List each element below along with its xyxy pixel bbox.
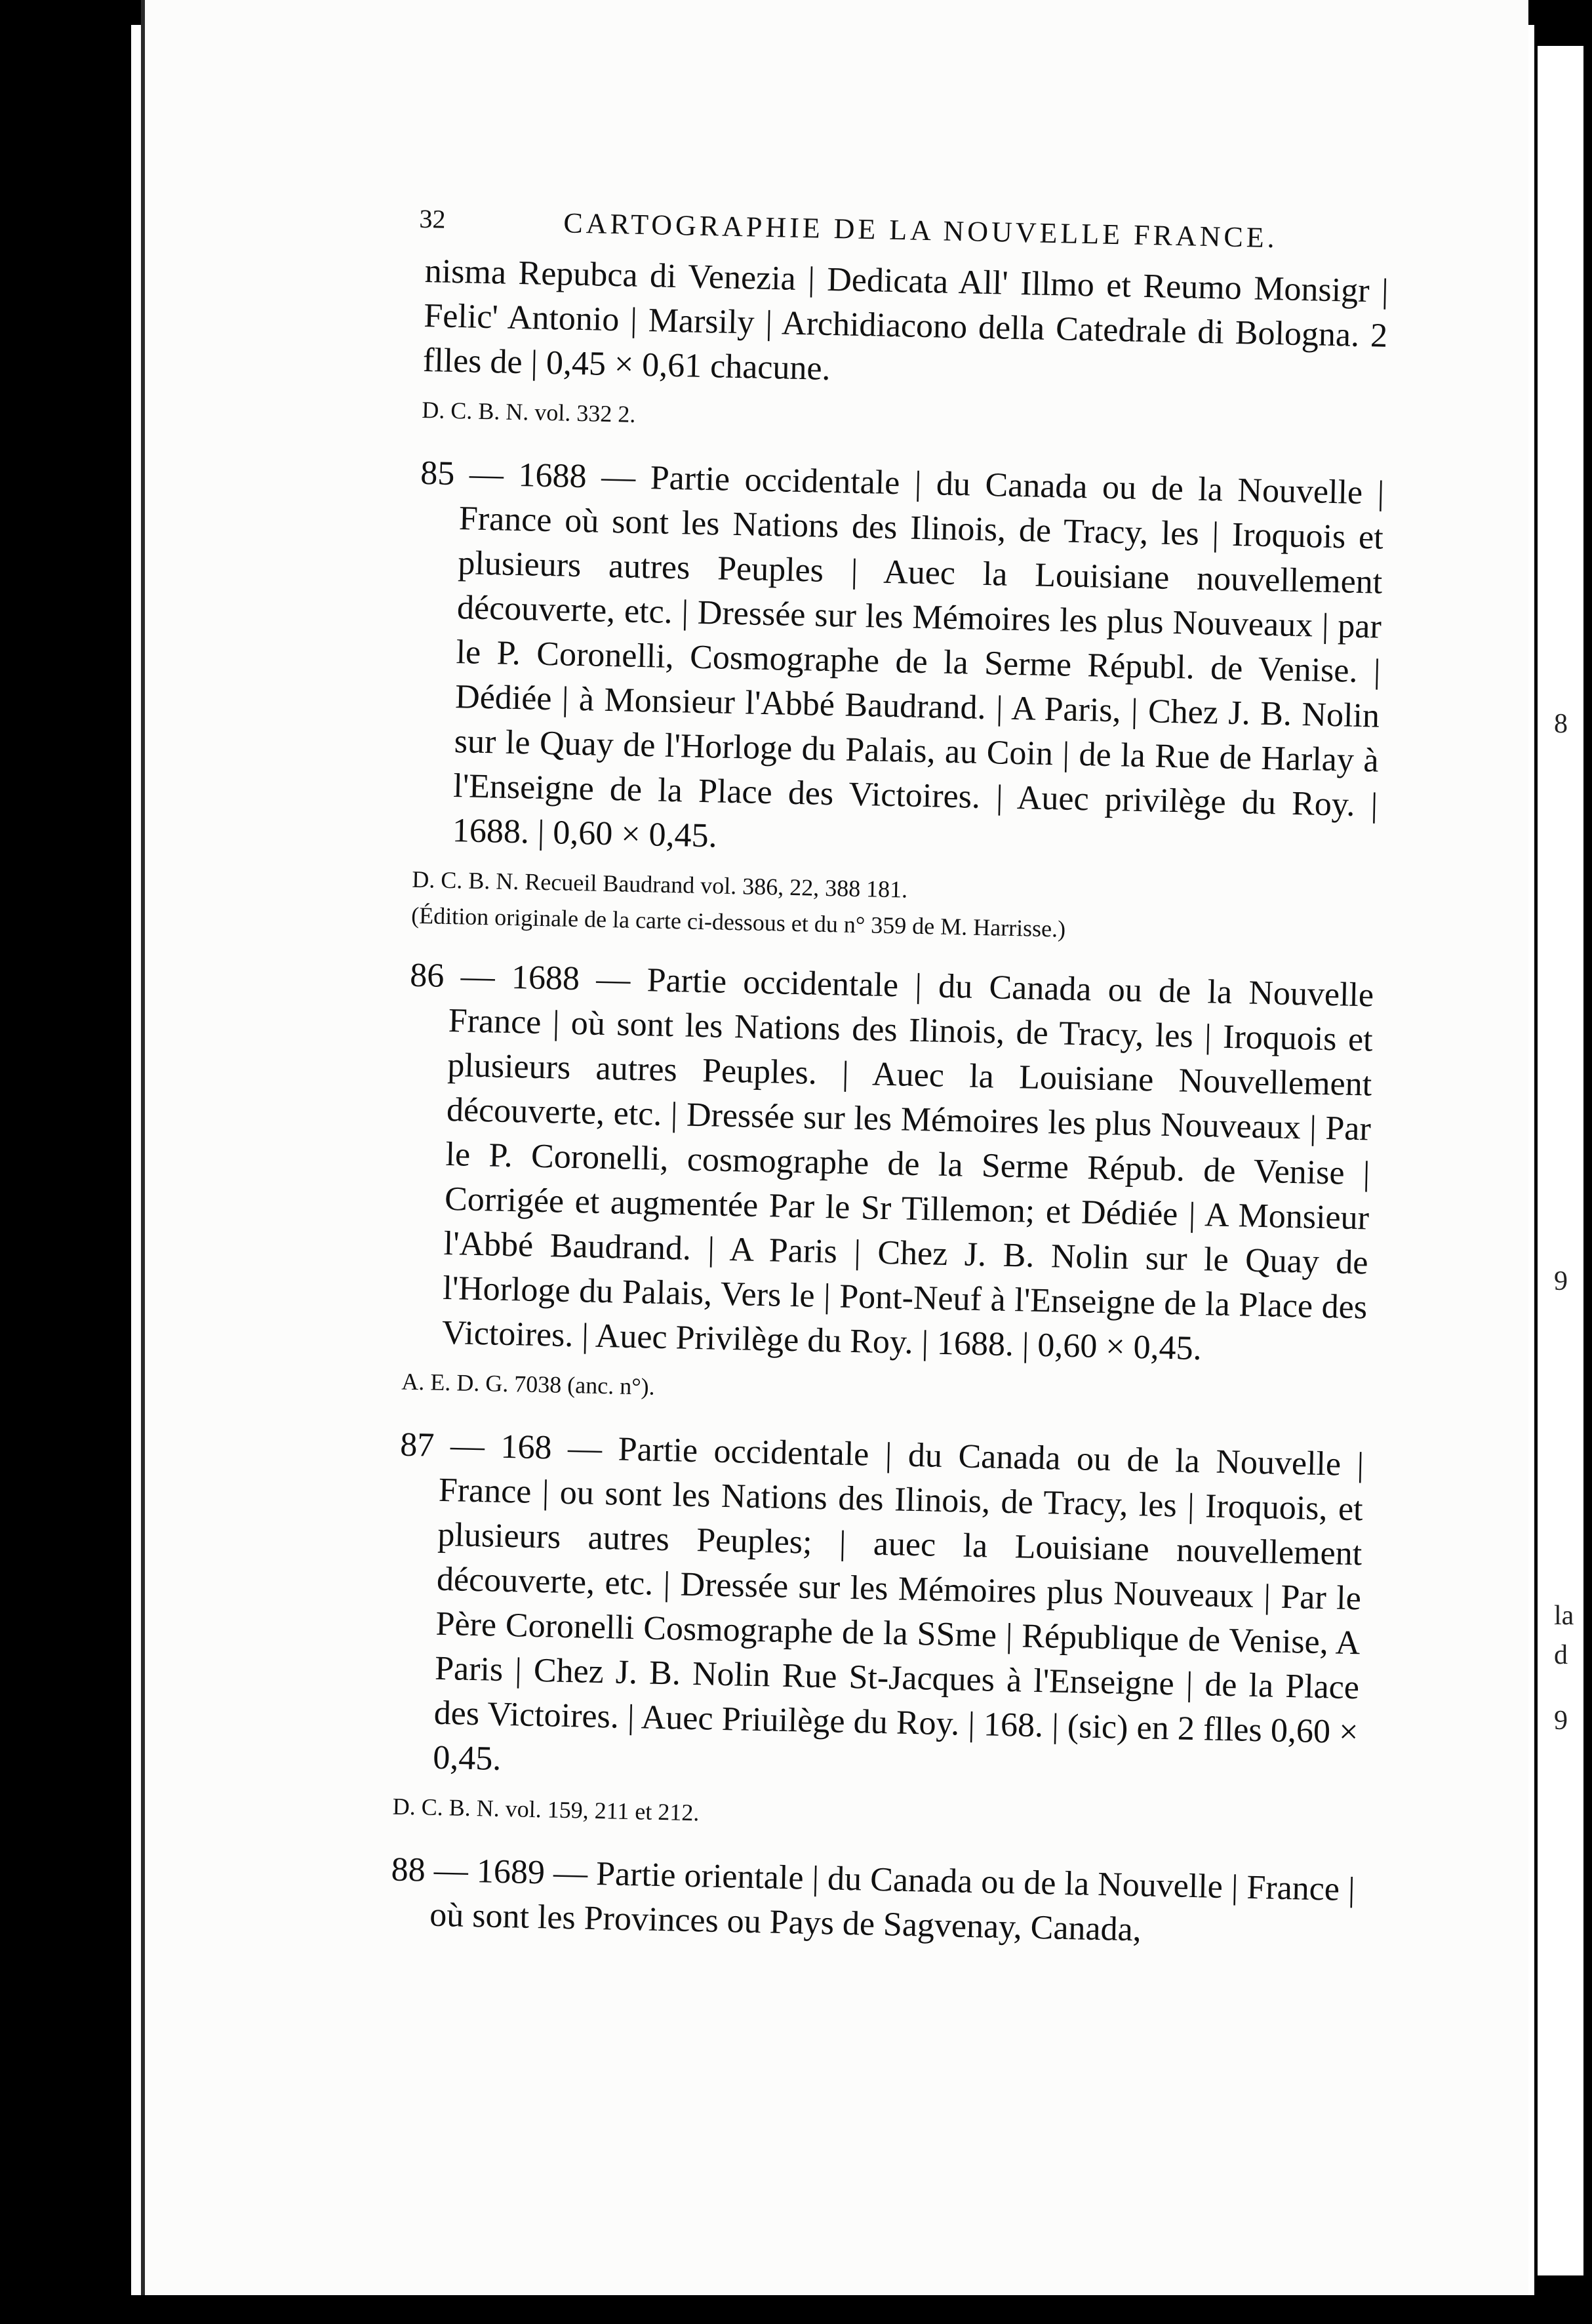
entry-reference: D. C. B. N. Recueil Baudrand vol. 386, 22, 388 181. <box>411 866 908 903</box>
facing-page-mark: la <box>1554 1601 1574 1631</box>
entry-body <box>402 953 1374 1375</box>
entry-description: Partie occidentale | du Canada ou de la Nouvelle | France | ou sont les Nations des Ilinois, de Tracy, les | Iroquois, et plusieurs autres Peuples; | auec la Louisiane nouvellement découverte, etc. | Dressée sur les Mémoires plus Nouveaux | Par le Père Coronelli Cosmographe de la SSme | République de Venise, A Paris | Chez J. B. Nolin Rue St-Jacques à l'Enseigne | de la Place des Victoires. | Auec Priuilège du Roy. | 168. | (sic) en 2 flles 0,60 × 0,45. <box>432 1430 1364 1778</box>
facing-page-mark: 8 <box>1554 709 1568 739</box>
scan-border-left <box>0 0 131 2324</box>
page-text-block <box>390 203 1390 1957</box>
entry-number: 87 — 168 — <box>399 1426 603 1468</box>
entry-body <box>393 1423 1364 1800</box>
entry-description: Partie orientale | du Canada ou de la Nouvelle | France | où sont les Provinces ou Pays de Sagvenay, Canada, <box>429 1854 1356 1949</box>
facing-page-mark: d <box>1554 1640 1568 1670</box>
catalog-entry-86 <box>401 953 1374 1420</box>
continued-entry-reference: D. C. B. N. vol. 332 2. <box>421 396 636 428</box>
entry-description: Partie occidentale | du Canada ou de la Nouvelle | France où sont les Nations des Ilinois, de Tracy, les | Iroquois et plusieurs autres Peuples | Auec la Louisiane nouvellement découverte, etc. | Dressée sur les Mémoires les plus Nouveaux | par le P. Coronelli, Cosmographe de la Serme Républ. de Venise. | Dédiée | à Monsieur l'Abbé Baudrand. | A Paris, | Chez J. B. Nolin sur le Quay de l'Horloge du Palais, au Coin | de la Rue de Harlay à l'Enseigne de la Place des Victoires. | Auec privilège du Roy. | 1688. | 0,60 × 0,45. <box>452 459 1385 855</box>
page-number: 32 <box>419 203 446 234</box>
running-title: CARTOGRAPHIE DE LA NOUVELLE FRANCE. <box>563 207 1279 254</box>
facing-page-mark: 9 <box>1554 1266 1568 1296</box>
entry-description: Partie occidentale | du Canada ou de la Nouvelle France | où sont les Nations des Ilinois, de Tracy, les | Iroquois et plusieurs autres Peuples. | Auec la Louisiane Nouvellement découverte, etc. | Dressée sur les Mémoires les plus Nouveaux | Par le P. Coronelli, cosmographe de la Serme Répub. de Venise | Corrigée et augmentée Par le Sr Tillemon; et Dédiée | A Monsieur l'Abbé Baudrand. | A Paris | Chez J. B. Nolin sur le Quay de l'Horloge du Palais, Vers le | Pont-Neuf à l'Enseigne de la Place des Victoires. | Auec Privilège du Roy. | 1688. | 0,60 × 0,45. <box>441 961 1374 1368</box>
entry-number: 85 — 1688 — <box>420 454 636 496</box>
catalog-entry-85 <box>411 451 1385 952</box>
catalog-entry-87 <box>392 1423 1364 1845</box>
continued-entry-text: nisma Repubca di Venezia | Dedicata All' Illmo et Reumo Monsigr | Felic' Antonio | Marsily | Archidiacono della Catedrale di Bologna. 2 flles de | 0,45 × 0,61 chacune. <box>422 252 1389 388</box>
scan-border-bottom <box>0 2295 1592 2324</box>
entry-reference: A. E. D. G. 7038 (anc. n°). <box>401 1368 656 1400</box>
entry-reference: D. C. B. N. vol. 159, 211 et 212. <box>392 1793 700 1826</box>
facing-page-edge <box>1538 46 1583 2275</box>
facing-page-mark: 9 <box>1554 1706 1568 1736</box>
entry-body <box>412 451 1384 873</box>
entry-number: 86 — 1688 — <box>409 956 631 999</box>
entry-note: (Édition originale de la carte ci-dessous et du n° 359 de M. Harrisse.) <box>410 902 1066 942</box>
entry-number: 88 — 1689 — <box>391 1851 588 1893</box>
